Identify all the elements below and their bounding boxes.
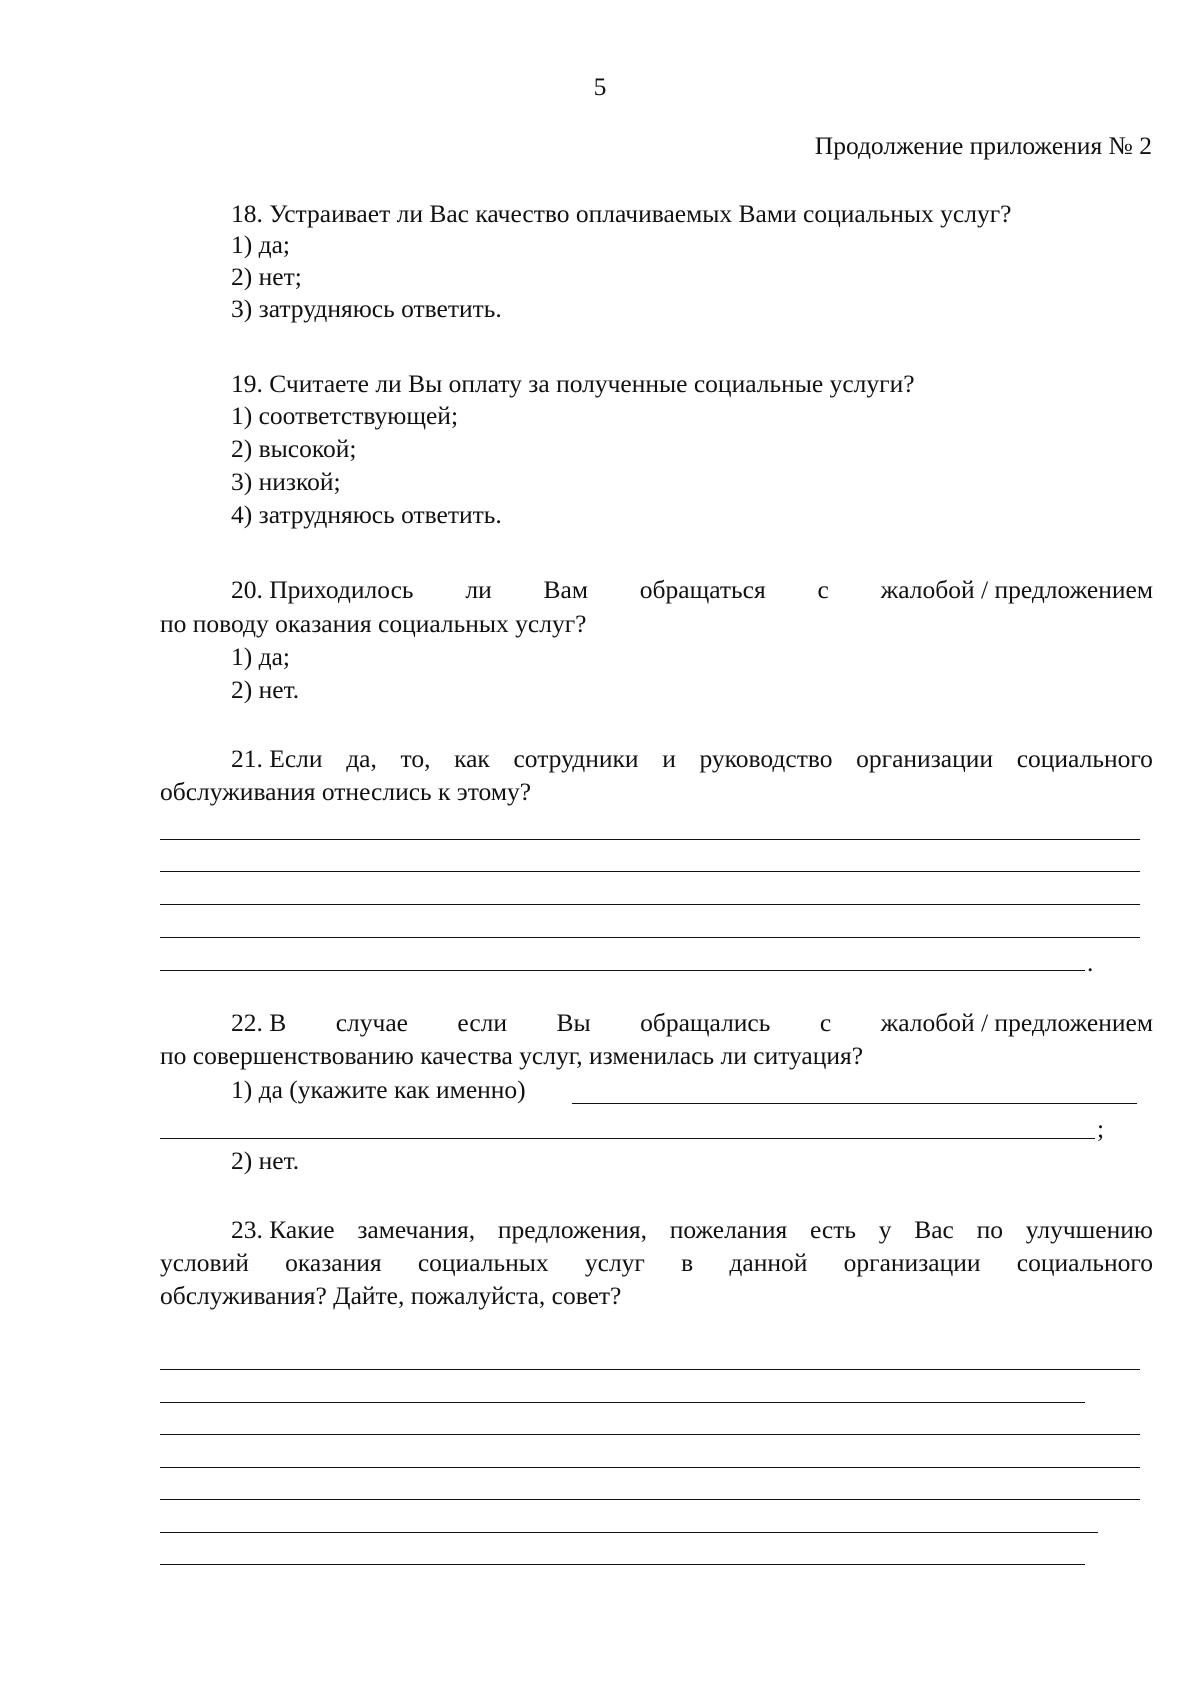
q23-word: данной [729,1248,808,1277]
q23-question-line1 [231,1215,1153,1245]
q21-end-mark: . [1087,948,1094,977]
q21-question-line1 [231,744,1153,774]
answer-line[interactable] [160,1434,1140,1435]
q23-word: в [681,1248,694,1277]
answer-line[interactable] [160,904,1140,905]
answer-line[interactable] [160,1138,1095,1139]
q21-word: сотрудники [513,744,639,773]
q18-question: 18. Устраивает ли Вас качество оплачиваемых Вами социальных услуг? [231,199,1012,228]
q23-word: условий [160,1248,249,1277]
q23-word: социального [1016,1248,1153,1277]
q19-option: 1) соответствующей; [231,401,459,430]
q22-word: если [457,1008,508,1037]
q20-word: ли [465,575,492,604]
q22-option-no: 2) нет. [231,1146,300,1175]
q22-word: с [819,1008,832,1037]
q23-word: есть [809,1215,856,1244]
q22-word: жалобой / предложением [880,1008,1153,1037]
answer-line[interactable] [160,1499,1140,1500]
q23-word: социальных [417,1248,549,1277]
q20-word: Вам [543,575,588,604]
q22-word: обращались [640,1008,771,1037]
q23-word: услуг [584,1248,645,1277]
q23-word: улучшению [1025,1215,1153,1244]
q20-word: обращаться [639,575,766,604]
q21-word: то, [400,744,431,773]
q23-word: по [976,1215,1003,1244]
q20-question-line1 [231,575,1153,605]
q21-word: и [662,744,676,773]
q20-question-line2: по поводу оказания социальных услуг? [160,609,587,638]
q19-option: 2) высокой; [231,434,357,463]
q22-word: случае [335,1008,408,1037]
q19-option: 3) низкой; [231,467,341,496]
q21-word: да, [346,744,377,773]
q22-word: 22. В [231,1008,287,1037]
q23-word: организации [843,1248,981,1277]
q23-word: замечания, [357,1215,476,1244]
q23-word: 23. Какие [231,1215,335,1244]
q20-option: 1) да; [231,642,290,671]
answer-line[interactable] [572,1103,1137,1104]
answer-line[interactable] [160,839,1140,840]
q23-word: у [878,1215,892,1244]
answer-line[interactable] [160,1369,1140,1370]
q18-option: 1) да; [231,230,290,259]
q20-word: жалобой / предложением [880,575,1153,604]
answer-line[interactable] [160,937,1140,938]
q23-word: Вас [914,1215,954,1244]
q23-question-line3: обслуживания? Дайте, пожалуйста, совет? [160,1281,622,1310]
q21-word: 21. Если [231,744,323,773]
answer-line[interactable] [160,1532,1098,1533]
q22-question-line2: по совершенствованию качества услуг, изменилась ли ситуация? [160,1041,864,1070]
q18-option: 2) нет; [231,262,302,291]
page-number: 5 [593,72,607,101]
page-heading: Продолжение приложения № 2 [814,131,1152,160]
q21-word: организации [856,744,994,773]
q23-question-line2 [160,1248,1153,1278]
answer-line[interactable] [160,1564,1085,1565]
q22-option-yes: 1) да (укажите как именно) [231,1075,526,1104]
q23-word: пожелания [669,1215,788,1244]
q18-option: 3) затрудняюсь ответить. [231,294,502,323]
q21-word: как [454,744,490,773]
q21-question-line2: обслуживания отнеслись к этому? [160,777,532,806]
q23-word: оказания [285,1248,382,1277]
answer-line[interactable] [160,970,1085,971]
q19-option: 4) затрудняюсь ответить. [231,500,502,529]
q22-word: Вы [556,1008,591,1037]
q20-word: 20. Приходилось [231,575,414,604]
q21-word: руководство [699,744,833,773]
q23-word: предложения, [497,1215,648,1244]
q22-question-line1 [231,1008,1153,1038]
answer-line[interactable] [160,871,1140,872]
answer-line[interactable] [160,1402,1085,1403]
q22-end-mark: ; [1097,1114,1105,1143]
q19-question: 19. Считаете ли Вы оплату за полученные социальные услуги? [231,369,915,398]
q21-word: социального [1016,744,1153,773]
q20-word: с [817,575,829,604]
answer-line[interactable] [160,1467,1140,1468]
q20-option: 2) нет. [231,675,300,704]
